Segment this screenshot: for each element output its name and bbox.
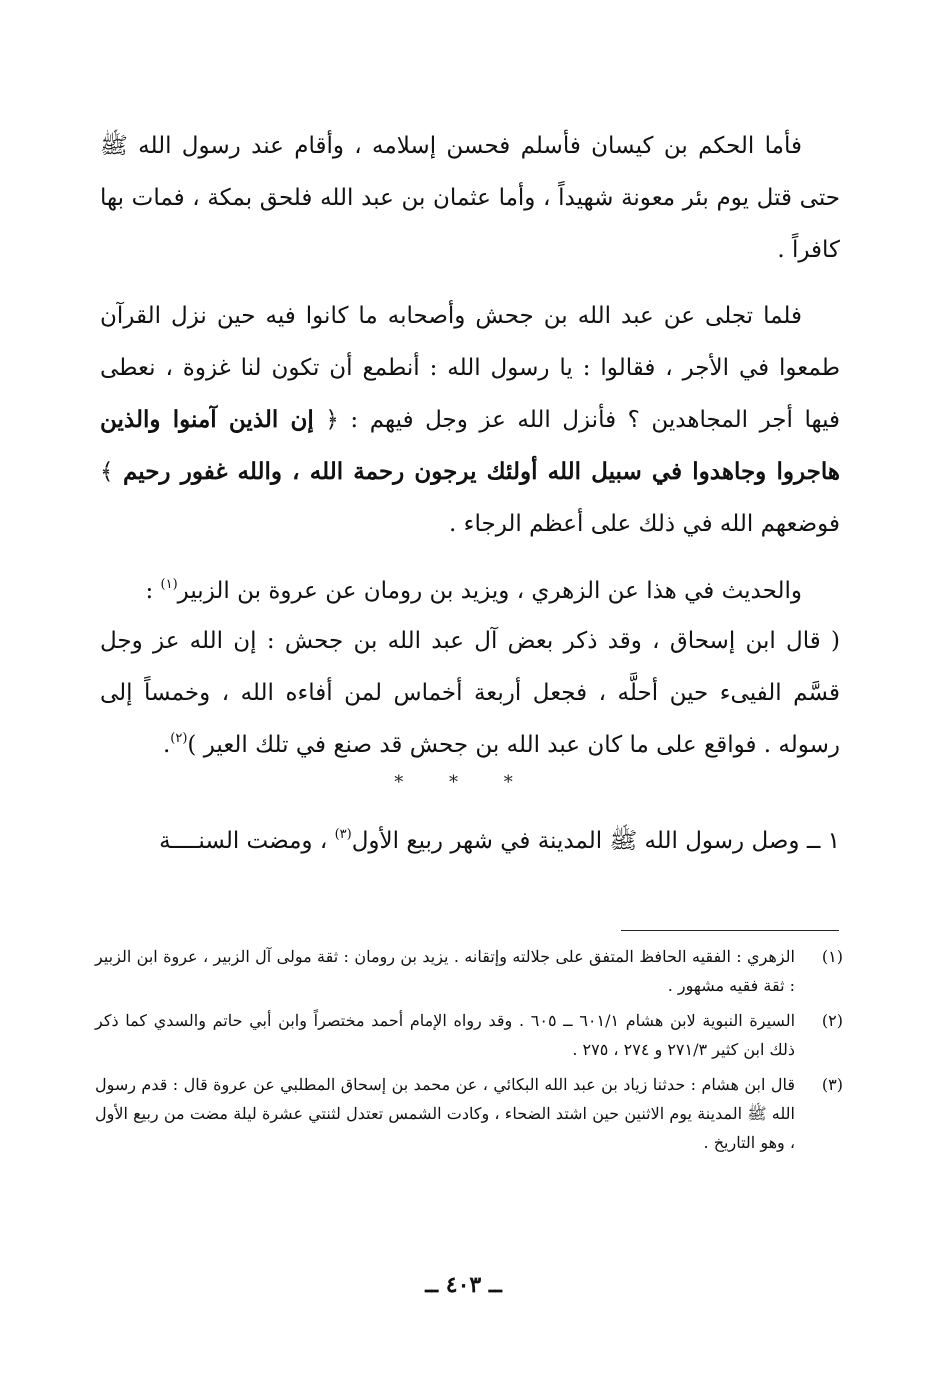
footnote-text: السيرة النبوية لابن هشام ٦٠١/١ ــ ٦٠٥ . وقد رواه الإمام أحمد مختصراً وابن أبي حاتم والسدي كما ذكر ذلك ابن كثير ٢٧١/٣ و ٢٧٤ ، ٢٧٥ . bbox=[95, 1011, 796, 1059]
paragraph-ibn-ishaq-quote-end: . bbox=[162, 732, 171, 758]
paragraph-arrival-medina bbox=[100, 815, 840, 867]
footnote-item bbox=[95, 1070, 843, 1157]
quran-verse: إن الذين آمنوا والذين هاجروا وجاهدوا في سبيل الله أولئك يرجون رحمة الله ، والله غفور رحيم bbox=[100, 406, 841, 485]
footnote-item bbox=[95, 1006, 843, 1064]
paragraph-ibn-ishaq-quote-text: ( قال ابن إسحاق ، وقد ذكر بعض آل عبد الله بن جحش : إن الله عز وجل قسَّم الفيىء حين أحلَّه ، فجعل أربعة أخماس لمن أفاءه الله ، وخمساً إلى رسوله . فواقع على ما كان عبد الله بن جحش قد صنع في تلك العير ) bbox=[100, 628, 840, 758]
paragraph-hadith-source-end: : bbox=[145, 578, 161, 604]
paragraph-ibn-ishaq-quote bbox=[100, 615, 840, 771]
footnote-divider bbox=[621, 930, 839, 931]
paragraph-arrival-medina-text: ١ ــ وصل رسول الله ﷺ المدينة في شهر ربيع الأول bbox=[351, 828, 840, 854]
section-separator: * * * bbox=[394, 772, 533, 793]
paragraph-hadith-source-text: والحديث في هذا عن الزهري ، ويزيد بن رومان عن عروة بن الزبير bbox=[177, 578, 802, 604]
footnote-text: قال ابن هشام : حدثنا زياد بن عبد الله البكائي ، عن محمد بن إسحاق المطلبي عن عروة قال : قدم رسول الله ﷺ المدينة يوم الاثنين حين اشتد الضحاء ، وكادت الشمس تعتدل لثنتي عشرة ليلة مضت من ربيع الأول ، وهو التاريخ . bbox=[95, 1075, 795, 1152]
paragraph-arrival-medina-end: ، ومضت السنــــة bbox=[159, 828, 335, 854]
page-number: ــ ٤٠٣ ــ bbox=[425, 1272, 502, 1298]
footnote-ref-2: (٢) bbox=[170, 731, 188, 746]
paragraph-revelation-intro: فلما تجلى عن عبد الله بن جحش وأصحابه ما كانوا فيه حين نزل القرآن طمعوا في الأجر ، فقالوا : يا رسول الله : أنطمع أن تكون لنا غزوة ، نعطى فيها أجر المجاهدين ؟ فأنزل الله عز وجل فيهم : ﴿ bbox=[100, 303, 841, 433]
paragraph-hadith-source bbox=[100, 565, 840, 617]
footnote-number: (٢) bbox=[821, 1011, 843, 1030]
paragraph-revelation-outro: ﴾ فوضعهم الله في ذلك على أعظم الرجاء . bbox=[100, 459, 840, 537]
paragraph-revelation bbox=[100, 290, 840, 550]
footnote-text: الزهري : الفقيه الحافظ المتفق على جلالته وإتقانه . يزيد بن رومان : ثقة مولى آل الزبير ، عروة ابن الزبير : ثقة فقيه مشهور . bbox=[95, 947, 795, 995]
paragraph-hakam bbox=[100, 120, 840, 276]
footnote-number: (١) bbox=[821, 947, 843, 966]
footnote-item bbox=[95, 942, 843, 1000]
footnote-number: (٣) bbox=[821, 1075, 843, 1094]
footnote-ref-1: (١) bbox=[160, 577, 178, 592]
footnote-ref-3: (٣) bbox=[334, 827, 352, 842]
footnotes bbox=[95, 942, 843, 1163]
paragraph-hakam-text: فأما الحكم بن كيسان فأسلم فحسن إسلامه ، وأقام عند رسول الله ﷺ حتى قتل يوم بئر معونة شهيداً ، وأما عثمان بن عبد الله فلحق بمكة ، فمات بها كافراً . bbox=[100, 133, 840, 263]
